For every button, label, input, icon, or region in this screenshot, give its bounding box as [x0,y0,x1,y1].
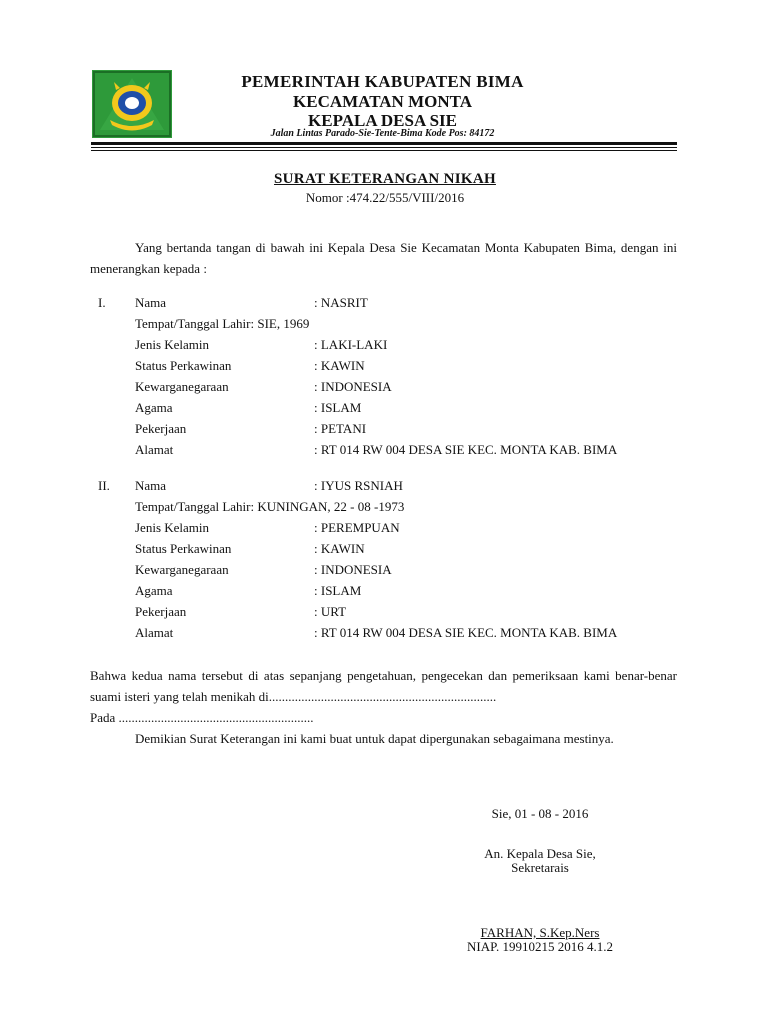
header-divider-thin [91,147,677,148]
person-1-occupation-label: Pekerjaan [135,421,187,436]
document-number: Nomor :474.22/555/VIII/2016 [305,190,465,205]
pada-line: Pada ............................................................ [90,710,314,725]
person-2-address-value: : RT 014 RW 004 DESA SIE KEC. MONTA KAB. BIMA [314,625,618,640]
person-2-birth-value: : KUNINGAN, 22 - 08 -1973 [250,499,405,514]
person-1-gender-label: Jenis Kelamin [135,337,210,352]
person-1-citizenship-label: Kewarganegaraan [135,379,229,394]
person-1-birth-value: : SIE, 1969 [250,316,310,331]
person-1-marital-value: : KAWIN [314,358,365,373]
person-2-occupation-value: : URT [314,604,347,619]
person-2-occupation-label: Pekerjaan [135,604,187,619]
closing-paragraph: Demikian Surat Keterangan ini kami buat untuk dapat dipergunakan sebagaimana mestinya. [135,731,614,746]
person-2-address-label: Alamat [135,625,174,640]
person-2-citizenship-value: : INDONESIA [314,562,392,577]
letterhead-line-1: PEMERINTAH KABUPATEN BIMA [241,72,524,91]
person-1-religion-label: Agama [135,400,173,415]
person-1-citizenship-value: : INDONESIA [314,379,392,394]
person-1-birth-label: Tempat/Tanggal Lahir: SIE, 1969 [135,316,310,331]
person-1-address-label: Alamat [135,442,174,457]
person-1-religion-value: : ISLAM [314,400,362,415]
person-2-citizenship-label: Kewarganegaraan [135,562,229,577]
statement-paragraph: Bahwa kedua nama tersebut di atas sepanjang pengetahuan, pengecekan dan pemeriksaan kami benar-benar suami isteri yang telah menikah di...................................................................... [90,668,677,704]
person-1-address-value: : RT 014 RW 004 DESA SIE KEC. MONTA KAB. BIMA [314,442,618,457]
place-date: Sie, 01 - 08 - 2016 [491,806,589,821]
intro-paragraph: Yang bertanda tangan di bawah ini Kepala Desa Sie Kecamatan Monta Kabupaten Bima, dengan ini menerangkan kepada : [90,240,677,276]
person-1-marital-label: Status Perkawinan [135,358,232,373]
signatory-niap: NIAP. 19910215 2016 4.1.2 [467,939,613,954]
on-behalf-line: An. Kepala Desa Sie, [484,846,596,861]
letterhead-line-2: KECAMATAN MONTA [293,92,472,111]
person-1-name-value: : NASRIT [314,295,368,310]
person-1-occupation-value: : PETANI [314,421,367,436]
document-title: SURAT KETERANGAN NIKAH [274,171,496,187]
person-2-gender-label: Jenis Kelamin [135,520,210,535]
signatory-name: FARHAN, S.Kep.Ners [480,925,600,940]
header-divider-thin-2 [91,150,677,151]
person-2-gender-value: : PEREMPUAN [314,520,400,535]
person-2-religion-value: : ISLAM [314,583,362,598]
person-1-numeral: I. [98,295,106,310]
regency-emblem-logo [92,70,172,138]
letterhead-line-3: KEPALA DESA SIE [308,111,457,130]
person-1-name-label: Nama [135,295,167,310]
person-2-religion-label: Agama [135,583,173,598]
person-2-birth-label: Tempat/Tanggal Lahir: KUNINGAN, 22 - 08 -1973 [135,499,405,514]
letterhead-address: Jalan Lintas Parado-Sie-Tente-Bima Kode Pos: 84172 [270,128,495,139]
person-2-numeral: II. [98,478,110,493]
person-1-gender-value: : LAKI-LAKI [314,337,388,352]
signatory-position: Sekretarais [511,860,569,875]
header-divider-thick [91,142,677,145]
person-2-name-label: Nama [135,478,167,493]
person-2-name-value: : IYUS RSNIAH [314,478,403,493]
person-2-marital-label: Status Perkawinan [135,541,232,556]
person-2-marital-value: : KAWIN [314,541,365,556]
